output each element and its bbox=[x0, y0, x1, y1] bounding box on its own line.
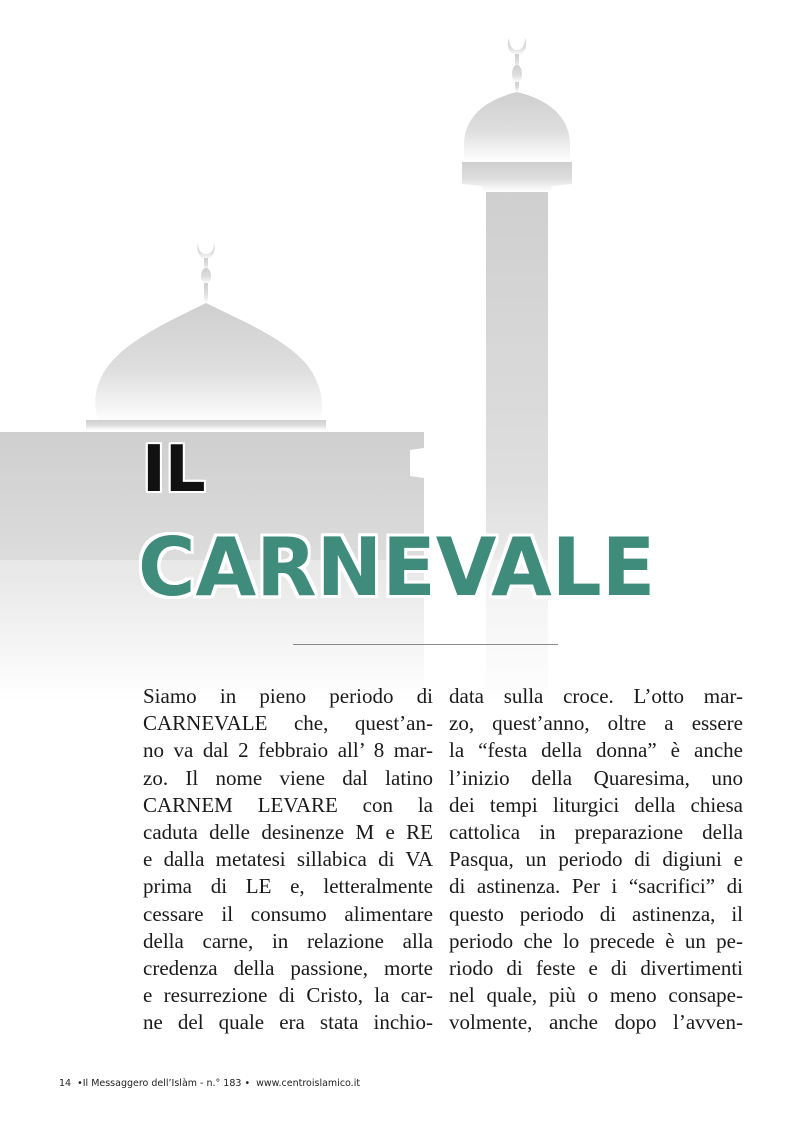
publication-info: •Il Messaggero dell’Islàm - n.° 183 • bbox=[77, 1078, 251, 1089]
text-line: di astinenza. Per i “sacrifici” di bbox=[449, 874, 743, 899]
text-line: della carne, in relazione alla bbox=[143, 928, 433, 953]
text-line: dei tempi liturgici della chiesa bbox=[449, 792, 743, 817]
text-line: e resurrezione di Cristo, la car- bbox=[143, 983, 433, 1008]
text-line: cessare il consumo alimentare bbox=[143, 901, 433, 926]
minaret-spire-bulb bbox=[512, 65, 522, 83]
website-url: www.centroislamico.it bbox=[256, 1078, 361, 1089]
minaret-balcony bbox=[462, 162, 572, 192]
text-line: riodo di feste e di divertimenti bbox=[449, 955, 743, 980]
dome-drum bbox=[86, 420, 326, 430]
text-line: zo. Il nome viene dal latino bbox=[143, 765, 433, 790]
text-line: Siamo in pieno periodo di bbox=[143, 684, 433, 708]
text-line: caduta delle desinenze M e RE bbox=[143, 819, 433, 844]
text-line: la “festa della donna” è anche bbox=[449, 738, 743, 763]
text-line: CARNEM LEVARE con la bbox=[143, 792, 433, 817]
minaret-crescent-icon bbox=[508, 38, 526, 56]
text-line: zo, quest’anno, oltre a essere bbox=[449, 711, 743, 736]
text-line: cattolica in preparazione della bbox=[449, 819, 743, 844]
main-dome bbox=[95, 303, 322, 424]
text-line: nel quale, più o meno consape- bbox=[449, 983, 743, 1008]
article-column-right bbox=[449, 683, 743, 1036]
text-line: volmente, anche dopo l’avven- bbox=[449, 1010, 743, 1035]
text-line: data sulla croce. L’otto mar- bbox=[449, 684, 743, 708]
title-line-2: CARNEVALE bbox=[138, 521, 656, 614]
text-line: no va dal 2 febbraio all’ 8 mar- bbox=[143, 738, 433, 763]
text-line: ne del quale era stata inchio- bbox=[143, 1010, 433, 1035]
text-line: credenza della passione, morte bbox=[143, 955, 433, 980]
minaret-dome bbox=[464, 92, 570, 162]
text-line: questo periodo di astinenza, il bbox=[449, 901, 743, 926]
dome-crescent-icon bbox=[197, 243, 214, 260]
text-line: periodo che lo precede è un pe- bbox=[449, 928, 743, 953]
page-footer bbox=[59, 1078, 363, 1089]
title-divider bbox=[293, 644, 558, 645]
title-line-1: IL bbox=[142, 433, 205, 507]
text-line: l’inizio della Quaresima, uno bbox=[449, 765, 743, 790]
text-line: e dalla metatesi sillabica di VA bbox=[143, 847, 433, 872]
text-line: prima di LE e, letteralmente bbox=[143, 874, 433, 899]
page-number: 14 bbox=[59, 1078, 72, 1089]
text-line: CARNEVALE che, quest’an- bbox=[143, 711, 433, 736]
article-column-left bbox=[143, 683, 433, 1036]
text-line: Pasqua, un periodo di digiuni e bbox=[449, 847, 743, 872]
